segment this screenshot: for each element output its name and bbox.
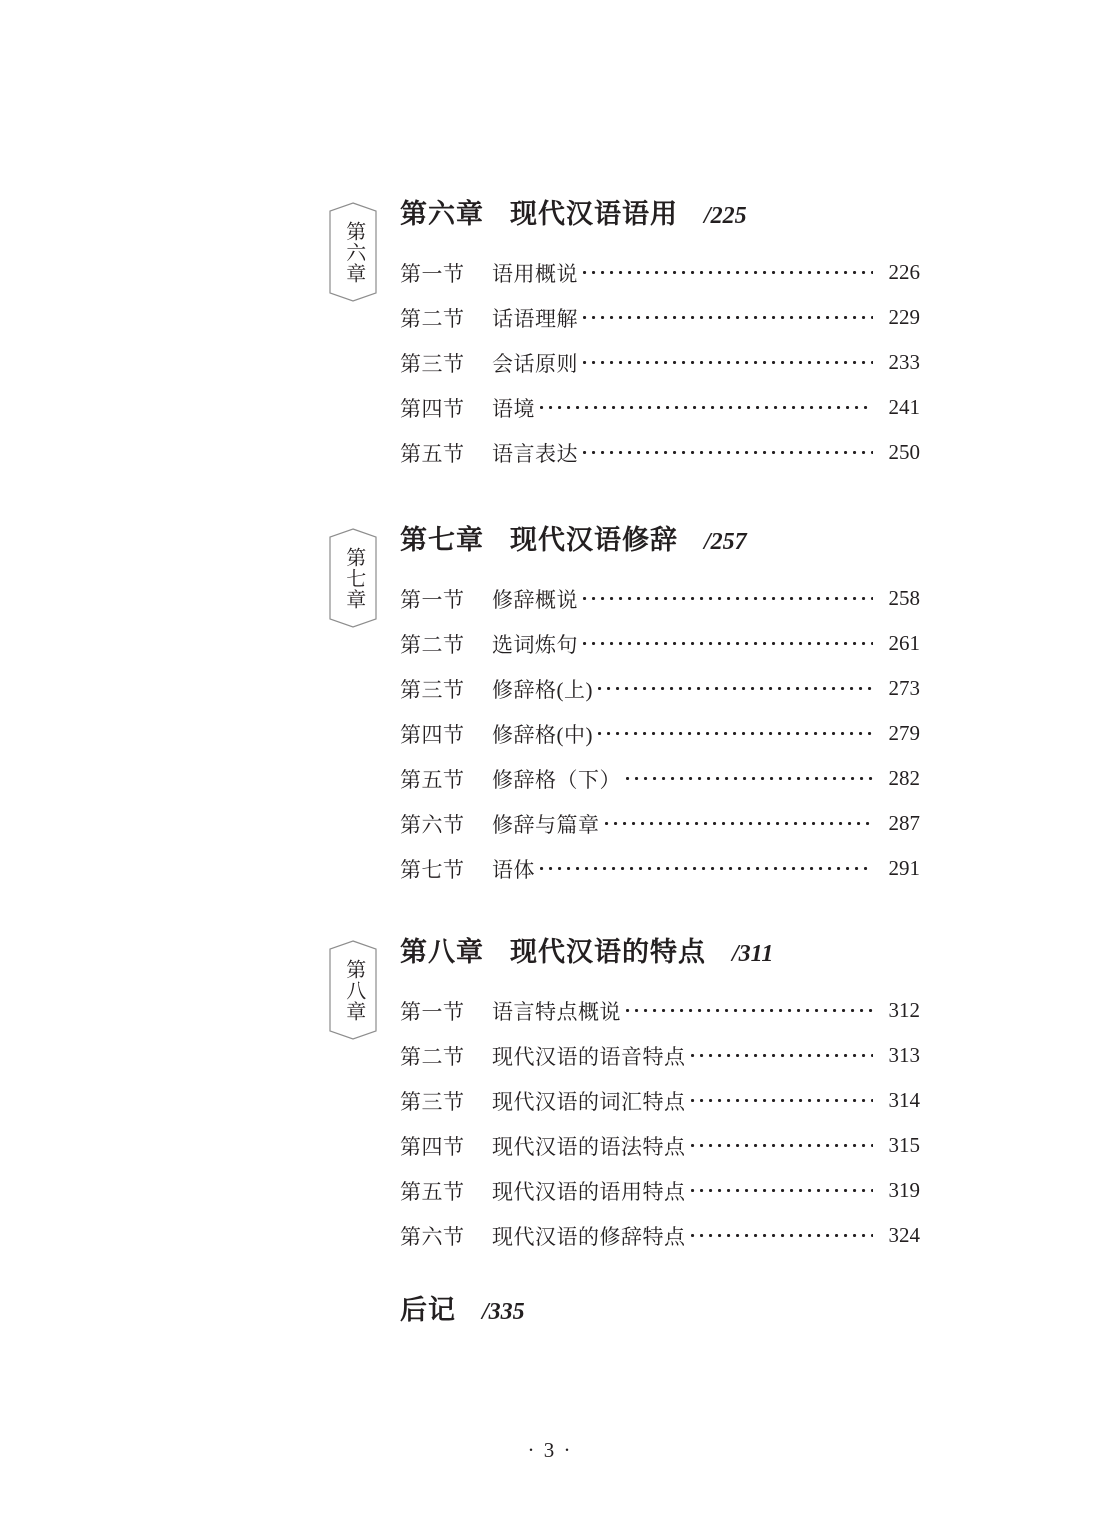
section-page-number: 324 (888, 1223, 920, 1247)
section-page-number: 261 (888, 631, 920, 655)
chapter-badge-label: 第七章 (342, 546, 365, 610)
section-number: 第五节 (400, 1179, 465, 1204)
section-title: 修辞格（下） (492, 767, 621, 792)
section-title: 话语理解 (492, 306, 578, 331)
toc-entry[interactable] (400, 385, 920, 430)
section-title: 会话原则 (492, 351, 578, 376)
section-title: 修辞与篇章 (492, 812, 600, 837)
page-folio: · 3 · (527, 1438, 573, 1462)
section-title: 修辞格(中) (492, 722, 593, 747)
dot-leader (583, 442, 873, 463)
section-page-number: 315 (888, 1133, 920, 1157)
section-title: 修辞概说 (492, 587, 578, 612)
dot-leader (583, 307, 873, 328)
section-title: 语境 (492, 396, 535, 421)
chapter-badge-label: 第六章 (342, 220, 365, 284)
toc-entry[interactable] (400, 295, 920, 340)
section-number: 第二节 (400, 306, 465, 331)
section-number: 第四节 (400, 1134, 465, 1159)
toc-entry[interactable] (400, 801, 920, 846)
section-title: 现代汉语的语用特点 (492, 1179, 686, 1204)
section-page-number: 233 (888, 350, 920, 374)
toc-entry[interactable] (400, 1168, 920, 1213)
dot-leader (598, 678, 873, 699)
dot-leader (583, 588, 873, 609)
section-page-number: 241 (888, 395, 920, 419)
section-list (400, 576, 920, 891)
toc-entry[interactable] (400, 576, 920, 621)
toc-entry[interactable] (400, 756, 920, 801)
appendix-page-label: /335 (482, 1299, 525, 1325)
section-page-number: 250 (888, 440, 920, 464)
section-title: 现代汉语的语音特点 (492, 1044, 686, 1069)
section-number: 第六节 (400, 812, 465, 837)
dot-leader (583, 352, 873, 373)
dot-leader (691, 1225, 874, 1246)
chapter-badge-marker (329, 940, 377, 1040)
chapter-title: 现代汉语语用 (510, 199, 678, 230)
appendix-title: 后记 (400, 1295, 456, 1326)
section-number: 第一节 (400, 261, 465, 286)
section-page-number: 313 (888, 1043, 920, 1067)
toc-entry[interactable] (400, 621, 920, 666)
dot-leader (691, 1180, 874, 1201)
chapter-heading[interactable] (400, 930, 773, 969)
chapter-page-label: /311 (732, 941, 774, 967)
toc-entry[interactable] (400, 988, 920, 1033)
section-number: 第五节 (400, 441, 465, 466)
section-number: 第二节 (400, 1044, 465, 1069)
dot-leader (540, 858, 873, 879)
section-number: 第三节 (400, 677, 465, 702)
toc-entry[interactable] (400, 666, 920, 711)
appendix-entry[interactable] (400, 1288, 525, 1327)
chapter-page-label: /257 (704, 529, 747, 555)
section-page-number: 291 (888, 856, 920, 880)
section-page-number: 258 (888, 586, 920, 610)
dot-leader (626, 768, 873, 789)
section-number: 第五节 (400, 767, 465, 792)
section-title: 语体 (492, 857, 535, 882)
section-number: 第一节 (400, 587, 465, 612)
section-title: 现代汉语的修辞特点 (492, 1224, 686, 1249)
dot-leader (691, 1045, 874, 1066)
toc-entry[interactable] (400, 846, 920, 891)
section-page-number: 314 (888, 1088, 920, 1112)
section-page-number: 287 (888, 811, 920, 835)
toc-entry[interactable] (400, 1078, 920, 1123)
dot-leader (605, 813, 874, 834)
section-page-number: 319 (888, 1178, 920, 1202)
dot-leader (691, 1135, 874, 1156)
toc-entry[interactable] (400, 430, 920, 475)
section-title: 现代汉语的词汇特点 (492, 1089, 686, 1114)
section-title: 修辞格(上) (492, 677, 593, 702)
dot-leader (583, 633, 873, 654)
dot-leader (598, 723, 873, 744)
chapter-badge-label: 第八章 (342, 958, 365, 1022)
section-title: 现代汉语的语法特点 (492, 1134, 686, 1159)
chapter-title: 现代汉语修辞 (510, 525, 678, 556)
section-number: 第三节 (400, 1089, 465, 1114)
chapter-badge-marker (329, 202, 377, 302)
section-page-number: 226 (888, 260, 920, 284)
chapter-heading[interactable] (400, 518, 747, 557)
section-page-number: 229 (888, 305, 920, 329)
dot-leader (540, 397, 873, 418)
section-page-number: 279 (888, 721, 920, 745)
section-page-number: 282 (888, 766, 920, 790)
toc-entry[interactable] (400, 1123, 920, 1168)
section-list (400, 988, 920, 1258)
dot-leader (691, 1090, 874, 1111)
chapter-number-label: 第八章 (400, 937, 484, 968)
section-title: 选词炼句 (492, 632, 578, 657)
section-number: 第三节 (400, 351, 465, 376)
dot-leader (583, 262, 873, 283)
chapter-page-label: /225 (704, 203, 747, 229)
section-number: 第七节 (400, 857, 465, 882)
section-number: 第二节 (400, 632, 465, 657)
chapter-number-label: 第七章 (400, 525, 484, 556)
section-number: 第四节 (400, 396, 465, 421)
section-title: 语言表达 (492, 441, 578, 466)
section-number: 第四节 (400, 722, 465, 747)
section-number: 第六节 (400, 1224, 465, 1249)
section-title: 语言特点概说 (492, 999, 621, 1024)
chapter-title: 现代汉语的特点 (510, 937, 706, 968)
section-title: 语用概说 (492, 261, 578, 286)
section-number: 第一节 (400, 999, 465, 1024)
toc-entry[interactable] (400, 1033, 920, 1078)
toc-entry[interactable] (400, 1213, 920, 1258)
toc-entry[interactable] (400, 340, 920, 385)
toc-entry[interactable] (400, 711, 920, 756)
chapter-badge-marker (329, 528, 377, 628)
section-page-number: 273 (888, 676, 920, 700)
dot-leader (626, 1000, 873, 1021)
chapter-heading[interactable] (400, 192, 747, 231)
section-page-number: 312 (888, 998, 920, 1022)
section-list (400, 250, 920, 475)
toc-entry[interactable] (400, 250, 920, 295)
chapter-number-label: 第六章 (400, 199, 484, 230)
